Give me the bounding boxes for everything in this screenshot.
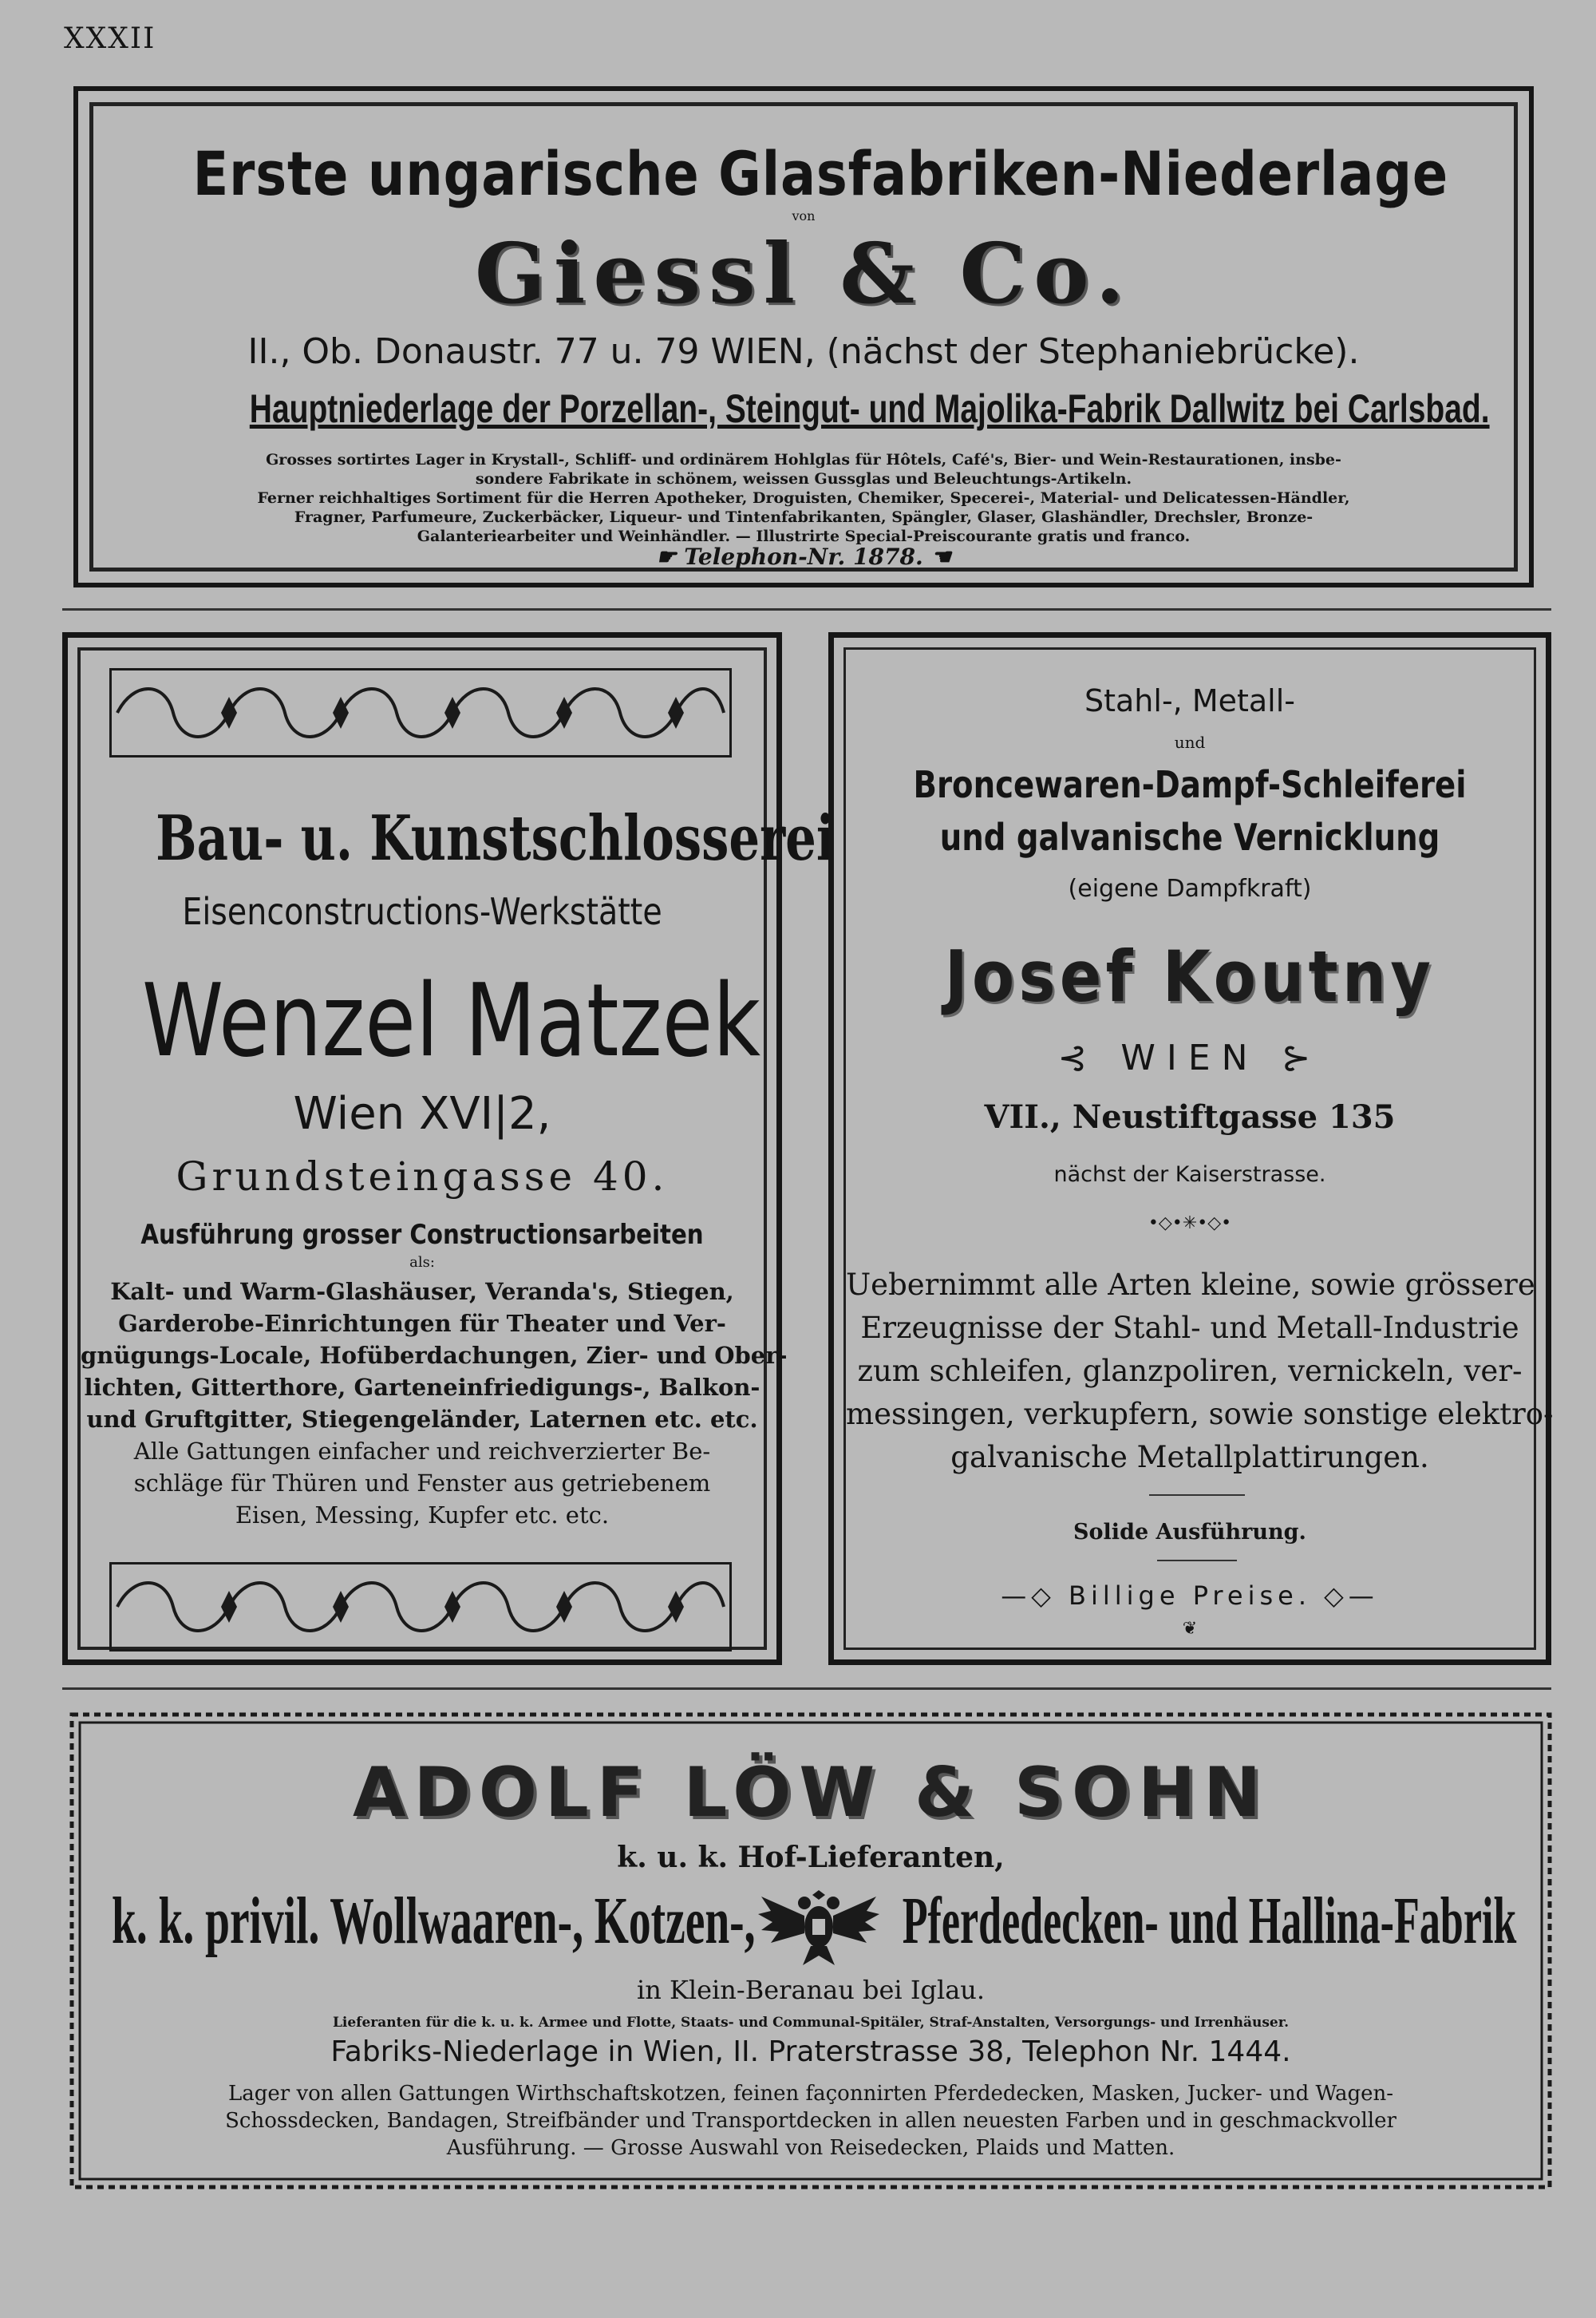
asterism-divider-icon: •◇•✳•◇• (1148, 1213, 1232, 1233)
ad-loew-lager-line: Lager von allen Gattungen Wirthschaftskotzen, feinen façonnirten Pferdedecken, Masken, Jucker- und Wagen- (227, 2082, 1394, 2106)
ad-koutny-body-line: Uebernimmt alle Arten kleine, sowie grössere (846, 1268, 1535, 1302)
ad-loew-main-left: k. k. privil. Wollwaaren-, Kotzen-, (112, 1884, 756, 1958)
ad-matzek-als: als: (409, 1254, 435, 1271)
ad-koutny-und: und (1174, 733, 1206, 752)
ad-giessl-line: Grosses sortirtes Lager in Krystall-, Schliff- und ordinärem Hohlglas für Hôtels, Café's, Bier- und Wein-Restaurationen, insbe- (266, 451, 1341, 469)
ad-giessl-telephone-text: Telephon-Nr. 1878. (684, 544, 923, 570)
ad-matzek-row: gnügungs-Locale, Hofüberdachungen, Zier- und Ober- (81, 1342, 788, 1369)
ad-loew-lieferanten: Lieferanten für die k. u. k. Armee und Flotte, Staats- und Communal-Spitäler, Straf-Anstalten, Versorgungs- und Irrenhäuser. (332, 2015, 1290, 2031)
double-eagle-icon (755, 1876, 883, 1972)
ad-loew-firm: ADOLF LÖW & SOHN (352, 1753, 1270, 1833)
flourish-left-icon: ⊰ (1057, 1038, 1121, 1078)
ad-loew-lager-line: Schossdecken, Bandagen, Streifbänder und Transportdecken in allen neuesten Farben und in geschmackvoller (225, 2109, 1396, 2133)
ad-giessl (73, 86, 1534, 587)
ad-koutny-name: Josef Koutny (944, 936, 1436, 1018)
separator-rule (62, 1687, 1551, 1690)
ad-matzek-title: Bau- u. Kunstschlosserei (156, 802, 835, 875)
ad-koutny-wien (846, 1038, 1534, 1078)
ad-koutny-address: VII., Neustiftgasse 135 (984, 1098, 1396, 1136)
scroll-ornament-top (109, 668, 732, 758)
scroll-ornament-bottom (109, 1562, 732, 1651)
ad-giessl-title: Erste ungarische Glasfabriken-Niederlage (192, 138, 1449, 209)
ad-loew-main (64, 1876, 1558, 1964)
ad-koutny-body-line: Erzeugnisse der Stahl- und Metall-Industrie (860, 1311, 1519, 1345)
ad-matzek-name: Wenzel Matzek (142, 962, 761, 1079)
ad-koutny-wien-text: WIEN (1120, 1038, 1259, 1078)
separator-rule (62, 608, 1551, 611)
ad-giessl-hauptniederlage: Hauptniederlage der Porzellan-, Steingut- und Majolika-Fabrik Dallwitz bei Carlsbad. (249, 386, 1490, 431)
ad-koutny-billig-text: Billige Preise. (1069, 1580, 1311, 1611)
pointing-hand-icon: ☛ (656, 544, 685, 570)
ad-matzek-inner-frame (77, 647, 835, 1650)
ad-matzek-row: lichten, Gitterthore, Garteneinfriedigungs-, Balkon- (84, 1374, 760, 1401)
ad-koutny-body-line: zum schleifen, glanzpoliren, vernickeln, ver- (857, 1354, 1523, 1388)
flourish-left-icon: —◇ (1001, 1580, 1069, 1611)
ad-giessl-line: Galanteriearbeiter und Weinhändler. — Illustrirte Special-Preiscourante gratis und franco. (417, 528, 1191, 545)
ad-koutny-line4: (eigene Dampfkraft) (1068, 875, 1312, 903)
ad-koutny-body-line: galvanische Metallplattirungen. (950, 1440, 1429, 1474)
ad-koutny-line2: Broncewaren-Dampf-Schleiferei (913, 763, 1467, 806)
ad-koutny-line3: und galvanische Vernicklung (939, 816, 1440, 859)
ad-matzek-row: Garderobe-Einrichtungen für Theater und Ver- (118, 1310, 726, 1337)
ad-koutny-body-line: messingen, verkupfern, sowie sonstige elektro- (846, 1397, 1554, 1431)
ad-koutny-near: nächst der Kaiserstrasse. (1053, 1162, 1326, 1187)
ad-matzek-row: Alle Gattungen einfacher und reichverzierter Be- (133, 1438, 711, 1465)
ad-giessl-line: sondere Fabrikate in schönem, weissen Gussglas und Beleuchtungs-Artikeln. (475, 470, 1132, 488)
ad-matzek-row: Eisen, Messing, Kupfer etc. etc. (235, 1501, 610, 1529)
fleuron-icon: ❦ (1182, 1619, 1198, 1639)
short-rule (1149, 1494, 1245, 1496)
ad-koutny-solide: Solide Ausführung. (1073, 1520, 1306, 1545)
ad-giessl-line: Ferner reichhaltiges Sortiment für die Herren Apotheker, Droguisten, Chemiker, Specerei-, Material- und Delicatessen-Händler, (257, 489, 1350, 507)
ad-loew-lager-line: Ausführung. — Grosse Auswahl von Reisedecken, Plaids und Matten. (446, 2136, 1175, 2160)
ad-koutny-billig (846, 1580, 1534, 1611)
short-rule (1157, 1560, 1237, 1561)
ad-giessl-von: von (792, 208, 816, 223)
ad-matzek-row: schläge für Thüren und Fenster aus getriebenem (133, 1470, 711, 1497)
ad-loew-main-right: Pferdedecken- und Hallina-Fabrik (902, 1884, 1516, 1958)
flourish-right-icon: ◇— (1310, 1580, 1379, 1611)
ad-matzek (62, 632, 835, 1665)
ad-loew-fabrik: Fabriks-Niederlage in Wien, II. Praterstrasse 38, Telephon Nr. 1444. (330, 2035, 1291, 2068)
ad-matzek-street: Grundsteingasse 40. (176, 1153, 669, 1200)
ad-giessl-telephone (93, 544, 1514, 570)
ad-koutny (828, 632, 1554, 1665)
ad-giessl-firm: Giessl & Co. (475, 224, 1132, 322)
ad-matzek-subtitle: Eisenconstructions-Werkstätte (182, 890, 662, 933)
ad-loew-location: in Klein-Beranau bei Iglau. (636, 1975, 986, 2005)
pointing-hand-icon: ☚ (922, 544, 951, 570)
page-number: XXXII (64, 22, 156, 55)
flourish-right-icon: ⊱ (1258, 1038, 1322, 1078)
ad-matzek-ausfuehrung: Ausführung grosser Constructionsarbeiten (140, 1219, 704, 1251)
ad-giessl-address: II., Ob. Donaustr. 77 u. 79 WIEN, (nächst der Stephaniebrücke). (247, 331, 1360, 372)
ad-giessl-line: Fragner, Parfumeure, Zuckerbäcker, Liqueur- und Tintenfabrikanten, Spängler, Glaser, Glashändler, Drechsler, Bronze- (294, 508, 1314, 526)
ad-matzek-row: und Gruftgitter, Stiegengeländer, Laternen etc. etc. (86, 1406, 758, 1433)
ad-loew (64, 1707, 1558, 2195)
ad-loew-hof: k. u. k. Hof-Lieferanten, (617, 1841, 1005, 1874)
ad-koutny-line1: Stahl-, Metall- (1084, 683, 1295, 718)
ad-koutny-inner-frame (843, 647, 1554, 1650)
ad-matzek-row: Kalt- und Warm-Glashäuser, Veranda's, Stiegen, (110, 1278, 734, 1305)
ad-giessl-inner-frame (89, 102, 1518, 572)
ad-matzek-city: Wien XVI|2, (293, 1088, 551, 1140)
